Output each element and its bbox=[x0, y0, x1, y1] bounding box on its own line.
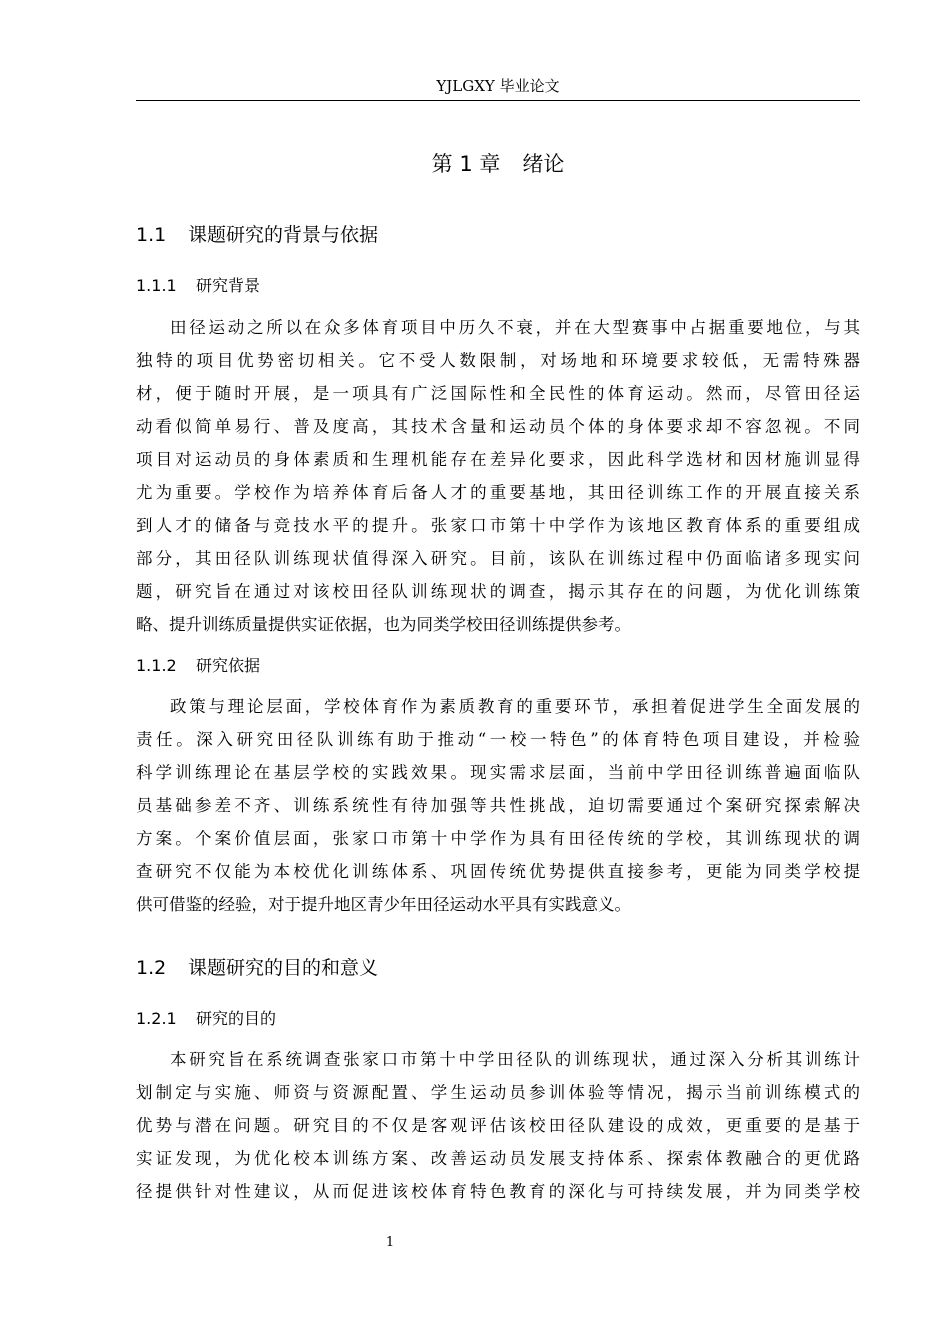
paragraph-line: 到人才的储备与竞技水平的提升。张家口市第十中学作为该地区教育体系的重要组成 bbox=[136, 516, 860, 535]
paragraph-line: 独特的项目优势密切相关。它不受人数限制，对场地和环境要求较低，无需特殊器 bbox=[136, 351, 860, 370]
paragraph-line: 部分，其田径队训练现状值得深入研究。目前，该队在训练过程中仍面临诸多现实问 bbox=[136, 549, 860, 568]
subsection-title: 研究背景 bbox=[196, 276, 261, 295]
paragraph-line: 尤为重要。学校作为培养体育后备人才的重要基地，其田径训练工作的开展直接关系 bbox=[136, 483, 860, 502]
chapter-number: 第 1 章 bbox=[431, 152, 501, 176]
paragraph-line: 员基础参差不齐、训练系统性有待加强等共性挑战，迫切需要通过个案研究探索解决 bbox=[136, 796, 860, 815]
paragraph-line: 优势与潜在问题。研究目的不仅是客观评估该校田径队建设的成效，更重要的是基于 bbox=[136, 1116, 860, 1135]
paragraph-line: 动看似简单易行、普及度高，其技术含量和运动员个体的身体要求却不容忽视。不同 bbox=[136, 417, 860, 436]
paragraph-line: 项目对运动员的身体素质和生理机能存在差异化要求，因此科学选材和因材施训显得 bbox=[136, 450, 860, 469]
subsection-title: 研究的目的 bbox=[196, 1009, 277, 1028]
subsection-heading-1-1-1 bbox=[136, 274, 260, 298]
section-title: 课题研究的背景与依据 bbox=[188, 224, 379, 246]
subsection-heading-1-2-1 bbox=[136, 1007, 276, 1031]
subsection-number: 1.1.2 bbox=[136, 656, 177, 675]
section-heading-1-2 bbox=[136, 954, 378, 982]
paragraph-line: 田径运动之所以在众多体育项目中历久不衰，并在大型赛事中占据重要地位，与其 bbox=[170, 318, 860, 337]
chapter-name: 绪论 bbox=[522, 152, 565, 176]
paragraph-line: 题，研究旨在通过对该校田径队训练现状的调查，揭示其存在的问题，为优化训练策 bbox=[136, 582, 860, 601]
paragraph-research-purpose bbox=[136, 1043, 860, 1208]
paragraph-line: 科学训练理论在基层学校的实践效果。现实需求层面，当前中学田径训练普遍面临队 bbox=[136, 763, 860, 782]
paragraph-research-background bbox=[136, 311, 860, 641]
running-header: YJLGXY 毕业论文 bbox=[436, 77, 560, 95]
subsection-number: 1.1.1 bbox=[136, 276, 177, 295]
paragraph-line: 实证发现，为优化校本训练方案、改善运动员发展支持体系、探索体教融合的更优路 bbox=[136, 1149, 860, 1168]
paragraph-research-basis bbox=[136, 690, 860, 921]
paragraph-line: 本研究旨在系统调查张家口市第十中学田径队的训练现状，通过深入分析其训练计 bbox=[170, 1050, 860, 1069]
paragraph-line: 政策与理论层面，学校体育作为素质教育的重要环节，承担着促进学生全面发展的 bbox=[170, 697, 860, 716]
section-number: 1.2 bbox=[136, 957, 167, 979]
paragraph-line: 径提供针对性建议，从而促进该校体育特色教育的深化与可持续发展，并为同类学校 bbox=[136, 1182, 860, 1201]
subsection-title: 研究依据 bbox=[196, 656, 261, 675]
section-number: 1.1 bbox=[136, 224, 167, 246]
paragraph-line: 查研究不仅能为本校优化训练体系、巩固传统优势提供直接参考，更能为同类学校提 bbox=[136, 862, 860, 881]
page-number: 1 bbox=[385, 1235, 395, 1250]
subsection-number: 1.2.1 bbox=[136, 1009, 177, 1028]
paragraph-line: 略、提升训练质量提供实证依据，也为同类学校田径训练提供参考。 bbox=[136, 615, 631, 634]
paragraph-line: 材，便于随时开展，是一项具有广泛国际性和全民性的体育运动。然而，尽管田径运 bbox=[136, 384, 860, 403]
subsection-heading-1-1-2 bbox=[136, 654, 260, 678]
paragraph-line: 方案。个案价值层面，张家口市第十中学作为具有田径传统的学校，其训练现状的调 bbox=[136, 829, 860, 848]
section-title: 课题研究的目的和意义 bbox=[188, 957, 379, 979]
paragraph-line: 责任。深入研究田径队训练有助于推动“一校一特色”的体育特色项目建设，并检验 bbox=[136, 730, 860, 749]
chapter-title bbox=[136, 149, 860, 179]
section-heading-1-1 bbox=[136, 221, 378, 249]
paragraph-line: 供可借鉴的经验，对于提升地区青少年田径运动水平具有实践意义。 bbox=[136, 895, 631, 914]
paragraph-line: 划制定与实施、师资与资源配置、学生运动员参训体验等情况，揭示当前训练模式的 bbox=[136, 1083, 860, 1102]
header-rule bbox=[136, 100, 860, 101]
